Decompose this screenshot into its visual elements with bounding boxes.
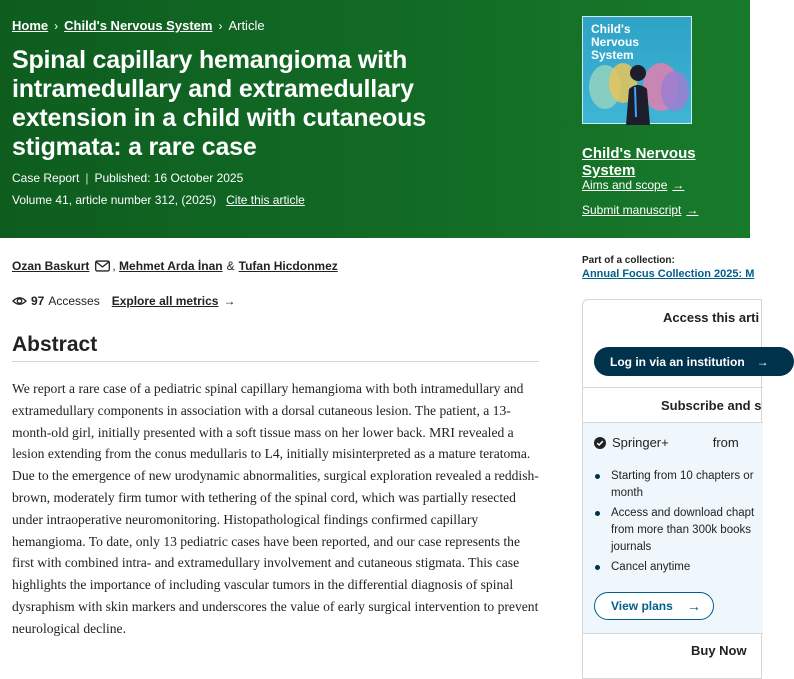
- abstract-heading: Abstract: [12, 333, 98, 356]
- journal-title-link[interactable]: Child's Nervous System: [582, 145, 696, 179]
- buy-now-heading: Buy Now: [691, 643, 747, 658]
- arrow-right-icon: →: [756, 354, 769, 369]
- submit-manuscript-link[interactable]: [582, 203, 698, 217]
- benefit-list: [594, 468, 764, 579]
- list-item: Starting from 10 chapters or month: [594, 468, 764, 502]
- view-plans-button[interactable]: [594, 592, 714, 620]
- buy-now-section[interactable]: [583, 633, 763, 673]
- from-label: from: [712, 435, 739, 450]
- author-comma: ,: [112, 259, 120, 273]
- collection-link[interactable]: Annual Focus Collection 2025: M: [582, 268, 755, 280]
- breadcrumb-current: Article: [228, 18, 265, 33]
- check-circle-icon: [594, 437, 606, 449]
- springer-plus-row: [594, 435, 739, 450]
- eye-metrics-icon: [12, 294, 27, 308]
- article-citation: Volume 41, article number 312, (2025): [12, 193, 217, 207]
- divider: |: [85, 171, 89, 185]
- access-panel: [582, 299, 769, 679]
- aims-and-scope-link[interactable]: [582, 178, 684, 192]
- aims-and-scope-label: Aims and scope: [582, 178, 668, 192]
- author-link[interactable]: Tufan Hicdonmez: [238, 259, 338, 273]
- article-header: [0, 0, 750, 238]
- institution-login-button[interactable]: [594, 347, 794, 376]
- breadcrumb-journal-link[interactable]: Child's Nervous System: [64, 18, 213, 33]
- breadcrumb: [12, 18, 265, 33]
- login-button-label: Log in via an institution: [610, 354, 745, 369]
- subscribe-heading: Subscribe and s: [661, 398, 762, 413]
- mail-icon[interactable]: [95, 260, 110, 272]
- explore-metrics-link[interactable]: Explore all metrics: [111, 294, 219, 308]
- cite-this-article-link[interactable]: Cite this article: [226, 193, 305, 207]
- arrow-right-icon: →: [686, 598, 701, 614]
- accesses-label: Accesses: [48, 294, 100, 308]
- author-link[interactable]: Ozan Baskurt: [12, 259, 90, 273]
- chevron-right-icon: ›: [218, 18, 223, 33]
- published-date: Published: 16 October 2025: [94, 171, 244, 185]
- journal-cover-title: Child's Nervous System: [591, 22, 640, 62]
- springer-plus-label: Springer+: [612, 435, 669, 450]
- list-item: Access and download chapt from more than 300k books journals: [594, 505, 764, 556]
- springer-plus-box: [583, 423, 763, 633]
- accesses-count: 97: [31, 294, 45, 308]
- section-divider: [12, 361, 539, 362]
- subscribe-section: [583, 387, 763, 423]
- chevron-right-icon: ›: [54, 18, 59, 33]
- list-item: Cancel anytime: [594, 559, 764, 576]
- cover-silhouettes-icon: [583, 57, 693, 125]
- access-heading: Access this arti: [663, 310, 760, 325]
- article-title: Spinal capillary hemangioma with intramedullary and extramedullary extension in a child with cutaneous stigmata: a rare case: [12, 46, 426, 161]
- arrow-right-icon: →: [672, 178, 685, 192]
- breadcrumb-home-link[interactable]: Home: [12, 18, 49, 33]
- journal-cover[interactable]: [582, 16, 692, 124]
- article-meta: [12, 171, 243, 185]
- author-list: [12, 259, 338, 273]
- author-ampersand: &: [226, 259, 235, 273]
- view-plans-label: View plans: [611, 599, 673, 613]
- collection-label: Part of a collection:: [582, 255, 675, 266]
- article-citation-row: [12, 193, 305, 207]
- arrow-right-icon: →: [223, 294, 236, 308]
- abstract-text: We report a rare case of a pediatric spinal capillary hemangioma with both intramedullary and extramedullary components in association with a dorsal cutaneous lesion. The patient, a 13-month-old girl, initially presented with a soft tissue mass on her lower back. MRI revealed a lesion extending from the conus medullaris to L4, initially misinterpreted as a mature teratoma. Due to the emergence of new urodynamic abnormalities, surgical exploration revealed a reddish-brown, moderately firm tumor with tethering of the spinal cord, which was partially resected under intraoperative neuromonitoring. Histopathological findings confirmed capillary hemangioma. To date, only 13 pediatric cases have been reported, and our case represents the first with combined intra- and extramedullary involvement and cutaneous stigmata. This case highlights the importance of including vascular tumors in the differential diagnosis of spinal dysraphism with skin markers and underscores the value of early surgical intervention to prevent neurological decline.: [12, 381, 539, 636]
- metrics-row: [12, 294, 235, 308]
- author-link[interactable]: Mehmet Arda İnan: [119, 259, 223, 273]
- arrow-right-icon: →: [686, 203, 699, 217]
- article-type: Case Report: [12, 171, 80, 185]
- submit-manuscript-label: Submit manuscript: [582, 203, 682, 217]
